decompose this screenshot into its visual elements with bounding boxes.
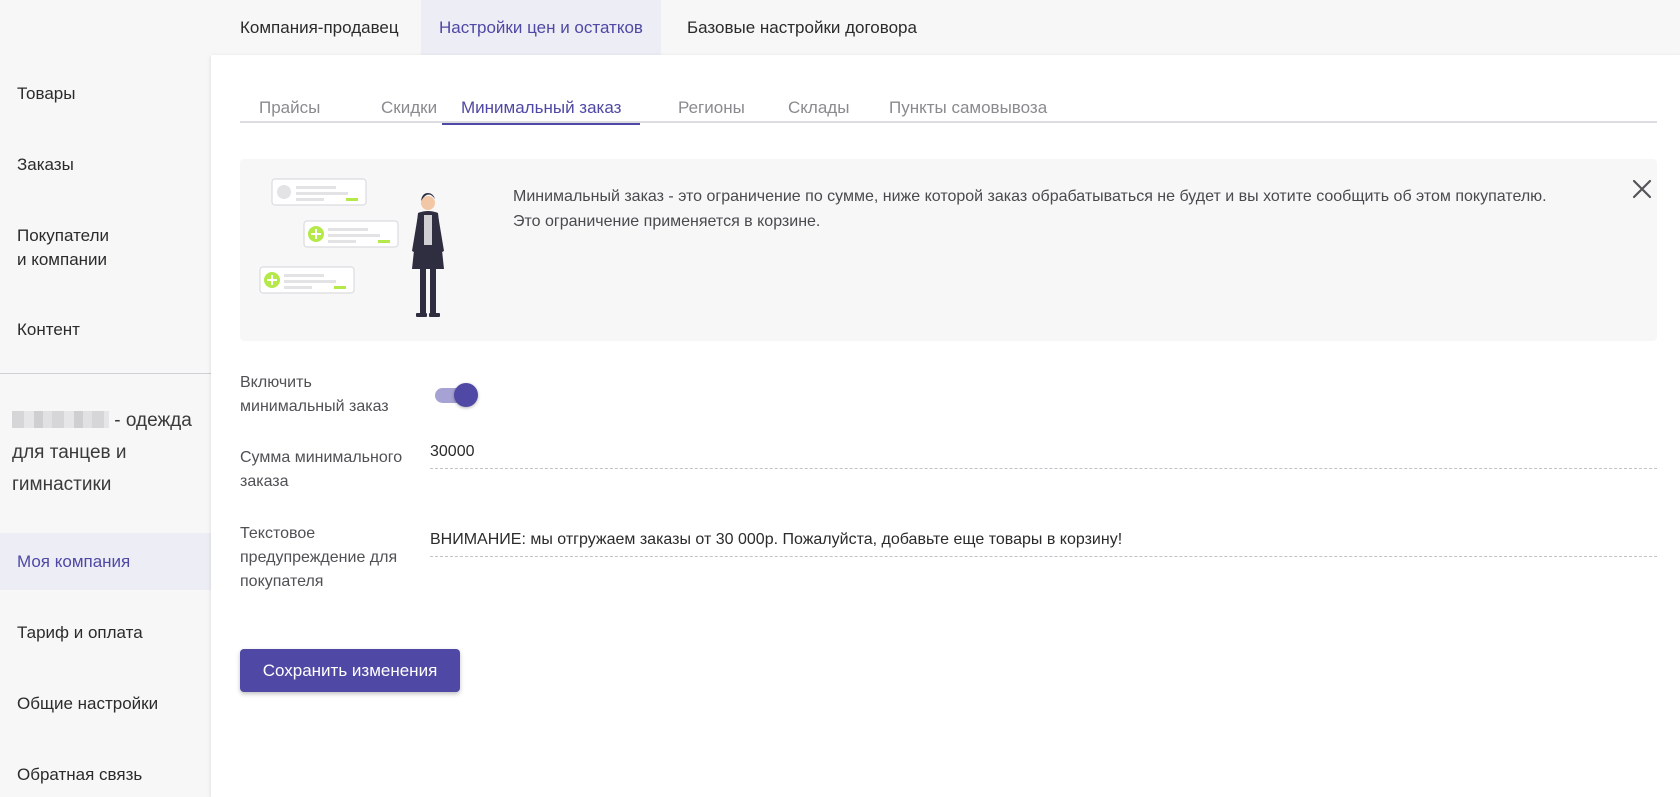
enable-label-line: Включить	[240, 374, 312, 391]
sidebar-item-orders[interactable]	[0, 153, 211, 177]
sidebar-item-content[interactable]	[0, 318, 211, 342]
sidebar-item-label: Общие настройки	[17, 694, 159, 713]
warning-label-line: предупреждение для	[240, 549, 398, 566]
company-name	[12, 405, 207, 501]
sum-label-line: заказа	[240, 473, 289, 490]
sidebar-item-label: Заказы	[17, 155, 74, 174]
sidebar-item-feedback[interactable]	[0, 763, 211, 787]
enable-label	[240, 371, 389, 419]
sidebar-item-label: и компании	[17, 250, 108, 269]
sidebar	[0, 0, 211, 797]
sidebar-item-my-company[interactable]	[0, 533, 211, 590]
tab-seller-company[interactable]: Компания-продавец	[240, 18, 399, 37]
company-name-redacted	[12, 411, 109, 428]
subtab-discounts[interactable]: Скидки	[381, 98, 438, 117]
warning-label	[240, 522, 397, 594]
sidebar-item-label: Контент	[17, 320, 80, 339]
info-text: Минимальный заказ - это ограничение по сумме, ниже которой заказ обрабатываться не будет и вы хотите сообщить об этом покупателю. Это ограничение применяется в корзине.	[513, 188, 1547, 230]
tab-price-stock-settings[interactable]: Настройки цен и остатков	[421, 0, 661, 55]
illustration	[258, 175, 458, 327]
save-button[interactable]: Сохранить изменения	[240, 649, 460, 692]
main-panel	[211, 55, 1680, 797]
warning-label-line: покупателя	[240, 573, 324, 590]
sum-label-line: Сумма минимального	[240, 449, 403, 466]
warning-label-line: Текстовое	[240, 525, 316, 542]
subtab-prices[interactable]: Прайсы	[259, 98, 321, 117]
close-icon[interactable]	[1630, 177, 1654, 201]
tab-contract-settings[interactable]: Базовые настройки договора	[687, 18, 917, 37]
toggle-knob	[454, 383, 478, 407]
sum-label	[240, 446, 402, 494]
company-name-text: - одежда для танцев и гимнастики	[12, 410, 192, 495]
sidebar-item-label: Обратная связь	[17, 765, 143, 784]
sidebar-item-products[interactable]	[0, 82, 211, 106]
subtab-pickup-points[interactable]: Пункты самовывоза	[889, 98, 1048, 117]
sidebar-item-label: Покупатели	[17, 226, 109, 245]
sidebar-item-tariff[interactable]	[0, 621, 211, 645]
subtabs	[240, 95, 1657, 123]
sidebar-divider	[0, 373, 211, 374]
subtab-warehouses[interactable]: Склады	[788, 98, 850, 117]
subtab-minimum-order[interactable]: Минимальный заказ	[442, 95, 640, 125]
enable-label-line: минимальный заказ	[240, 398, 389, 415]
enable-minimum-order-toggle[interactable]	[433, 382, 479, 408]
sidebar-item-customers[interactable]	[0, 224, 211, 272]
warning-text-input[interactable]	[430, 523, 1657, 557]
sidebar-item-label: Моя компания	[17, 552, 131, 571]
sidebar-item-general-settings[interactable]	[0, 692, 211, 716]
sidebar-item-label: Тариф и оплата	[17, 623, 143, 642]
info-box	[240, 159, 1657, 341]
subtab-regions[interactable]: Регионы	[678, 98, 745, 117]
minimum-order-sum-input[interactable]	[430, 435, 1657, 469]
sidebar-item-label: Товары	[17, 84, 76, 103]
